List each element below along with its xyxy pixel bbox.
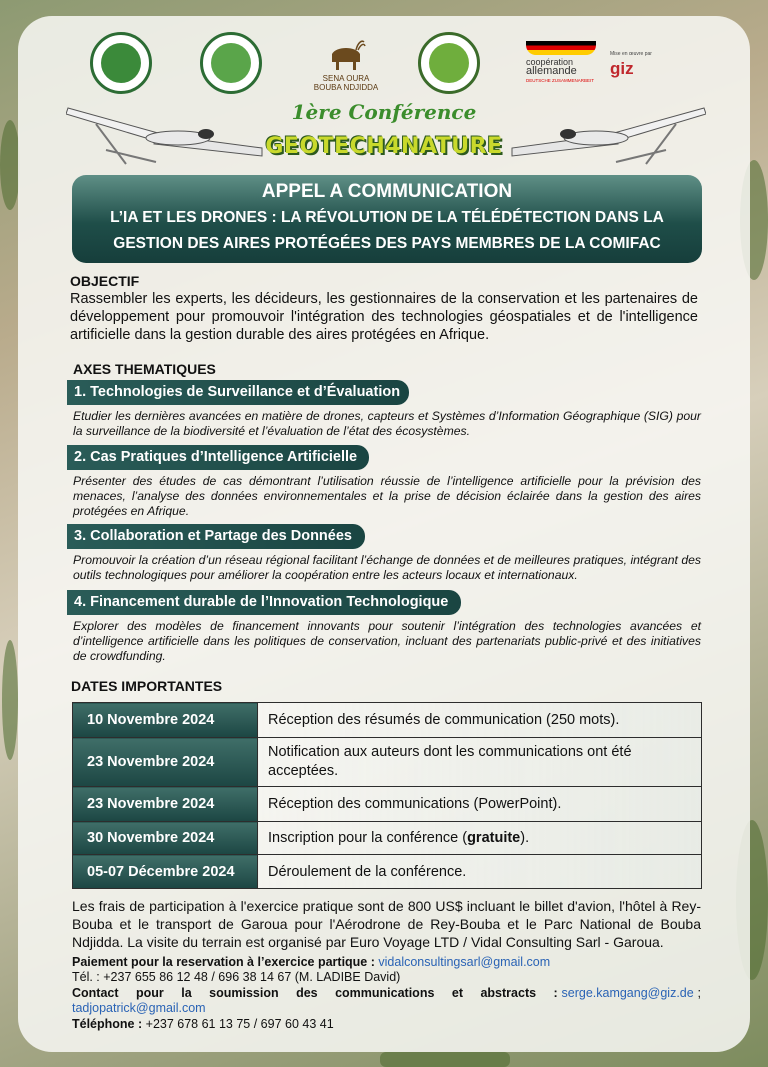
- date-cell: 30 Novembre 2024: [73, 822, 258, 855]
- phone-label: Téléphone :: [72, 1017, 143, 1031]
- axis-4-desc: Explorer des modèles de financement innovants pour soutenir l’intégration des technologies avancées et d’intelligence artificielle dans les politiques de conservation, incluant des partenariats public-privé et des initiatives de crowdfunding.: [73, 619, 701, 663]
- coop-line2: allemande: [526, 65, 577, 77]
- axis-2-title: 2. Cas Pratiques d’Intelligence Artificielle: [67, 445, 369, 470]
- contact-email-1-link[interactable]: serge.kamgang@giz.de: [561, 986, 694, 1000]
- axis-1-title: 1. Technologies de Surveillance et d’Évaluation: [67, 380, 409, 405]
- coop-line1: coopération: [526, 57, 574, 67]
- objectif-heading: OBJECTIF: [70, 273, 140, 289]
- axis-3-title: 3. Collaboration et Partage des Données: [67, 524, 365, 549]
- axes-heading: AXES THEMATIQUES: [73, 361, 216, 377]
- dates-table: [72, 702, 702, 889]
- german-flag-icon: [526, 41, 596, 55]
- event-text: Inscription pour la conférence (: [268, 830, 468, 846]
- date-cell: 23 Novembre 2024: [73, 787, 258, 822]
- contact-email-2-link[interactable]: tadjopatrick@gmail.com: [72, 1001, 206, 1015]
- call-banner: [72, 175, 702, 263]
- date-cell: 23 Novembre 2024: [73, 738, 258, 787]
- contact-separator: ;: [697, 986, 701, 1000]
- event-cell: Réception des communications (PowerPoint).: [258, 787, 702, 822]
- giz-note: Mise en œuvre par: [610, 50, 652, 57]
- event-cell: Notification aux auteurs dont les communications ont été acceptées.: [258, 738, 702, 787]
- conference-title: 1ère Conférence: [291, 100, 477, 124]
- banner-subtitle-1: L’IA ET LES DRONES : LA RÉVOLUTION DE LA TÉLÉDÉTECTION DANS LA: [110, 209, 664, 226]
- table-row: [73, 822, 702, 855]
- phone-number: +237 678 61 13 75 / 697 60 43 41: [145, 1017, 334, 1031]
- axis-1-desc: Etudier les dernières avancées en matière de drones, capteurs et Systèmes d’Information Géographique (SIG) pour la surveillance de la biodiversité et l’évaluation de l’état des écosystèmes.: [73, 409, 701, 438]
- payment-email-link[interactable]: vidalconsultingsarl@gmail.com: [378, 955, 551, 969]
- sena-oura-line2: BOUBA NDJIDDA: [313, 83, 379, 92]
- phone-line: [72, 1017, 334, 1033]
- sena-oura-logo: [306, 34, 386, 98]
- giz-wordmark: giz: [610, 58, 634, 78]
- coop-line3: DEUTSCHE ZUSAMMENARBEIT: [526, 78, 595, 83]
- sena-oura-line1: SENA OURA: [322, 74, 370, 83]
- free-label: gratuite: [467, 830, 521, 846]
- axis-3-desc: Promouvoir la création d’un réseau régional facilitant l’échange de données et de meilleures pratiques, intégrant des outils technologiques pour améliorer la coopération entre les acteurs locaux et internationaux.: [73, 553, 701, 582]
- banner-title: APPEL A COMMUNICATION: [261, 181, 513, 202]
- objectif-text: Rassembler les experts, les décideurs, les gestionnaires de la conservation et les partenaires de développement pour promouvoir l'intégration des technologies géospatiales et de l'intelligence artificielle dans la gestion durable des aires protégées en Afrique.: [70, 291, 698, 343]
- date-cell: 05-07 Décembre 2024: [73, 855, 258, 889]
- date-cell: 10 Novembre 2024: [73, 703, 258, 738]
- contact-line: [72, 986, 701, 1002]
- cooperation-allemande-logo: [526, 38, 606, 88]
- dates-heading: DATES IMPORTANTES: [71, 678, 223, 694]
- event-text-end: ).: [520, 830, 530, 846]
- event-cell: [258, 822, 702, 855]
- axis-2-desc: Présenter des études de cas démontrant l’utilisation réussie de l’intelligence artificielle pour la prévision des menaces, l’analyse des données environnementales et la prise de décision éclairée dans la gestion des aires protégées en Afrique.: [73, 474, 701, 518]
- banner-subtitle-2: GESTION DES AIRES PROTÉGÉES DES PAYS MEMBRES DE LA COMIFAC: [113, 235, 661, 252]
- comifac-logo: [418, 32, 480, 94]
- fees-text: Les frais de participation à l'exercice pratique sont de 800 US$ incluant le billet d'avion, l'hôtel à Rey-Bouba et le transport de Garoua pour l'Aérodrone de Rey-Bouba et le Parc National de Bouba Ndjidda. La visite du terrain est organisé par Euro Voyage LTD / Vidal Consulting Sarl - Garoua.: [72, 898, 701, 950]
- contact-label: Contact pour la soumission des communications et abstracts :: [72, 986, 558, 1000]
- event-brand: GEOTECH4NATURE: [265, 134, 503, 159]
- conservation-logo: [200, 32, 262, 94]
- event-cell: Réception des résumés de communication (250 mots).: [258, 703, 702, 738]
- table-row: [73, 855, 702, 889]
- ministry-forests-logo: [90, 32, 152, 94]
- table-row: [73, 738, 702, 787]
- event-cell: Déroulement de la conférence.: [258, 855, 702, 889]
- payment-line: [72, 955, 701, 971]
- table-row: [73, 703, 702, 738]
- tel-line: Tél. : +237 655 86 12 48 / 696 38 14 67 (M. LADIBE David): [72, 970, 401, 984]
- logo-row: [0, 26, 768, 96]
- table-row: [73, 787, 702, 822]
- giz-logo: [610, 44, 680, 84]
- axis-4-title: 4. Financement durable de l’Innovation Technologique: [67, 590, 461, 615]
- antelope-icon: [326, 40, 366, 74]
- payment-label: Paiement pour la reservation à l’exercice partique :: [72, 955, 375, 969]
